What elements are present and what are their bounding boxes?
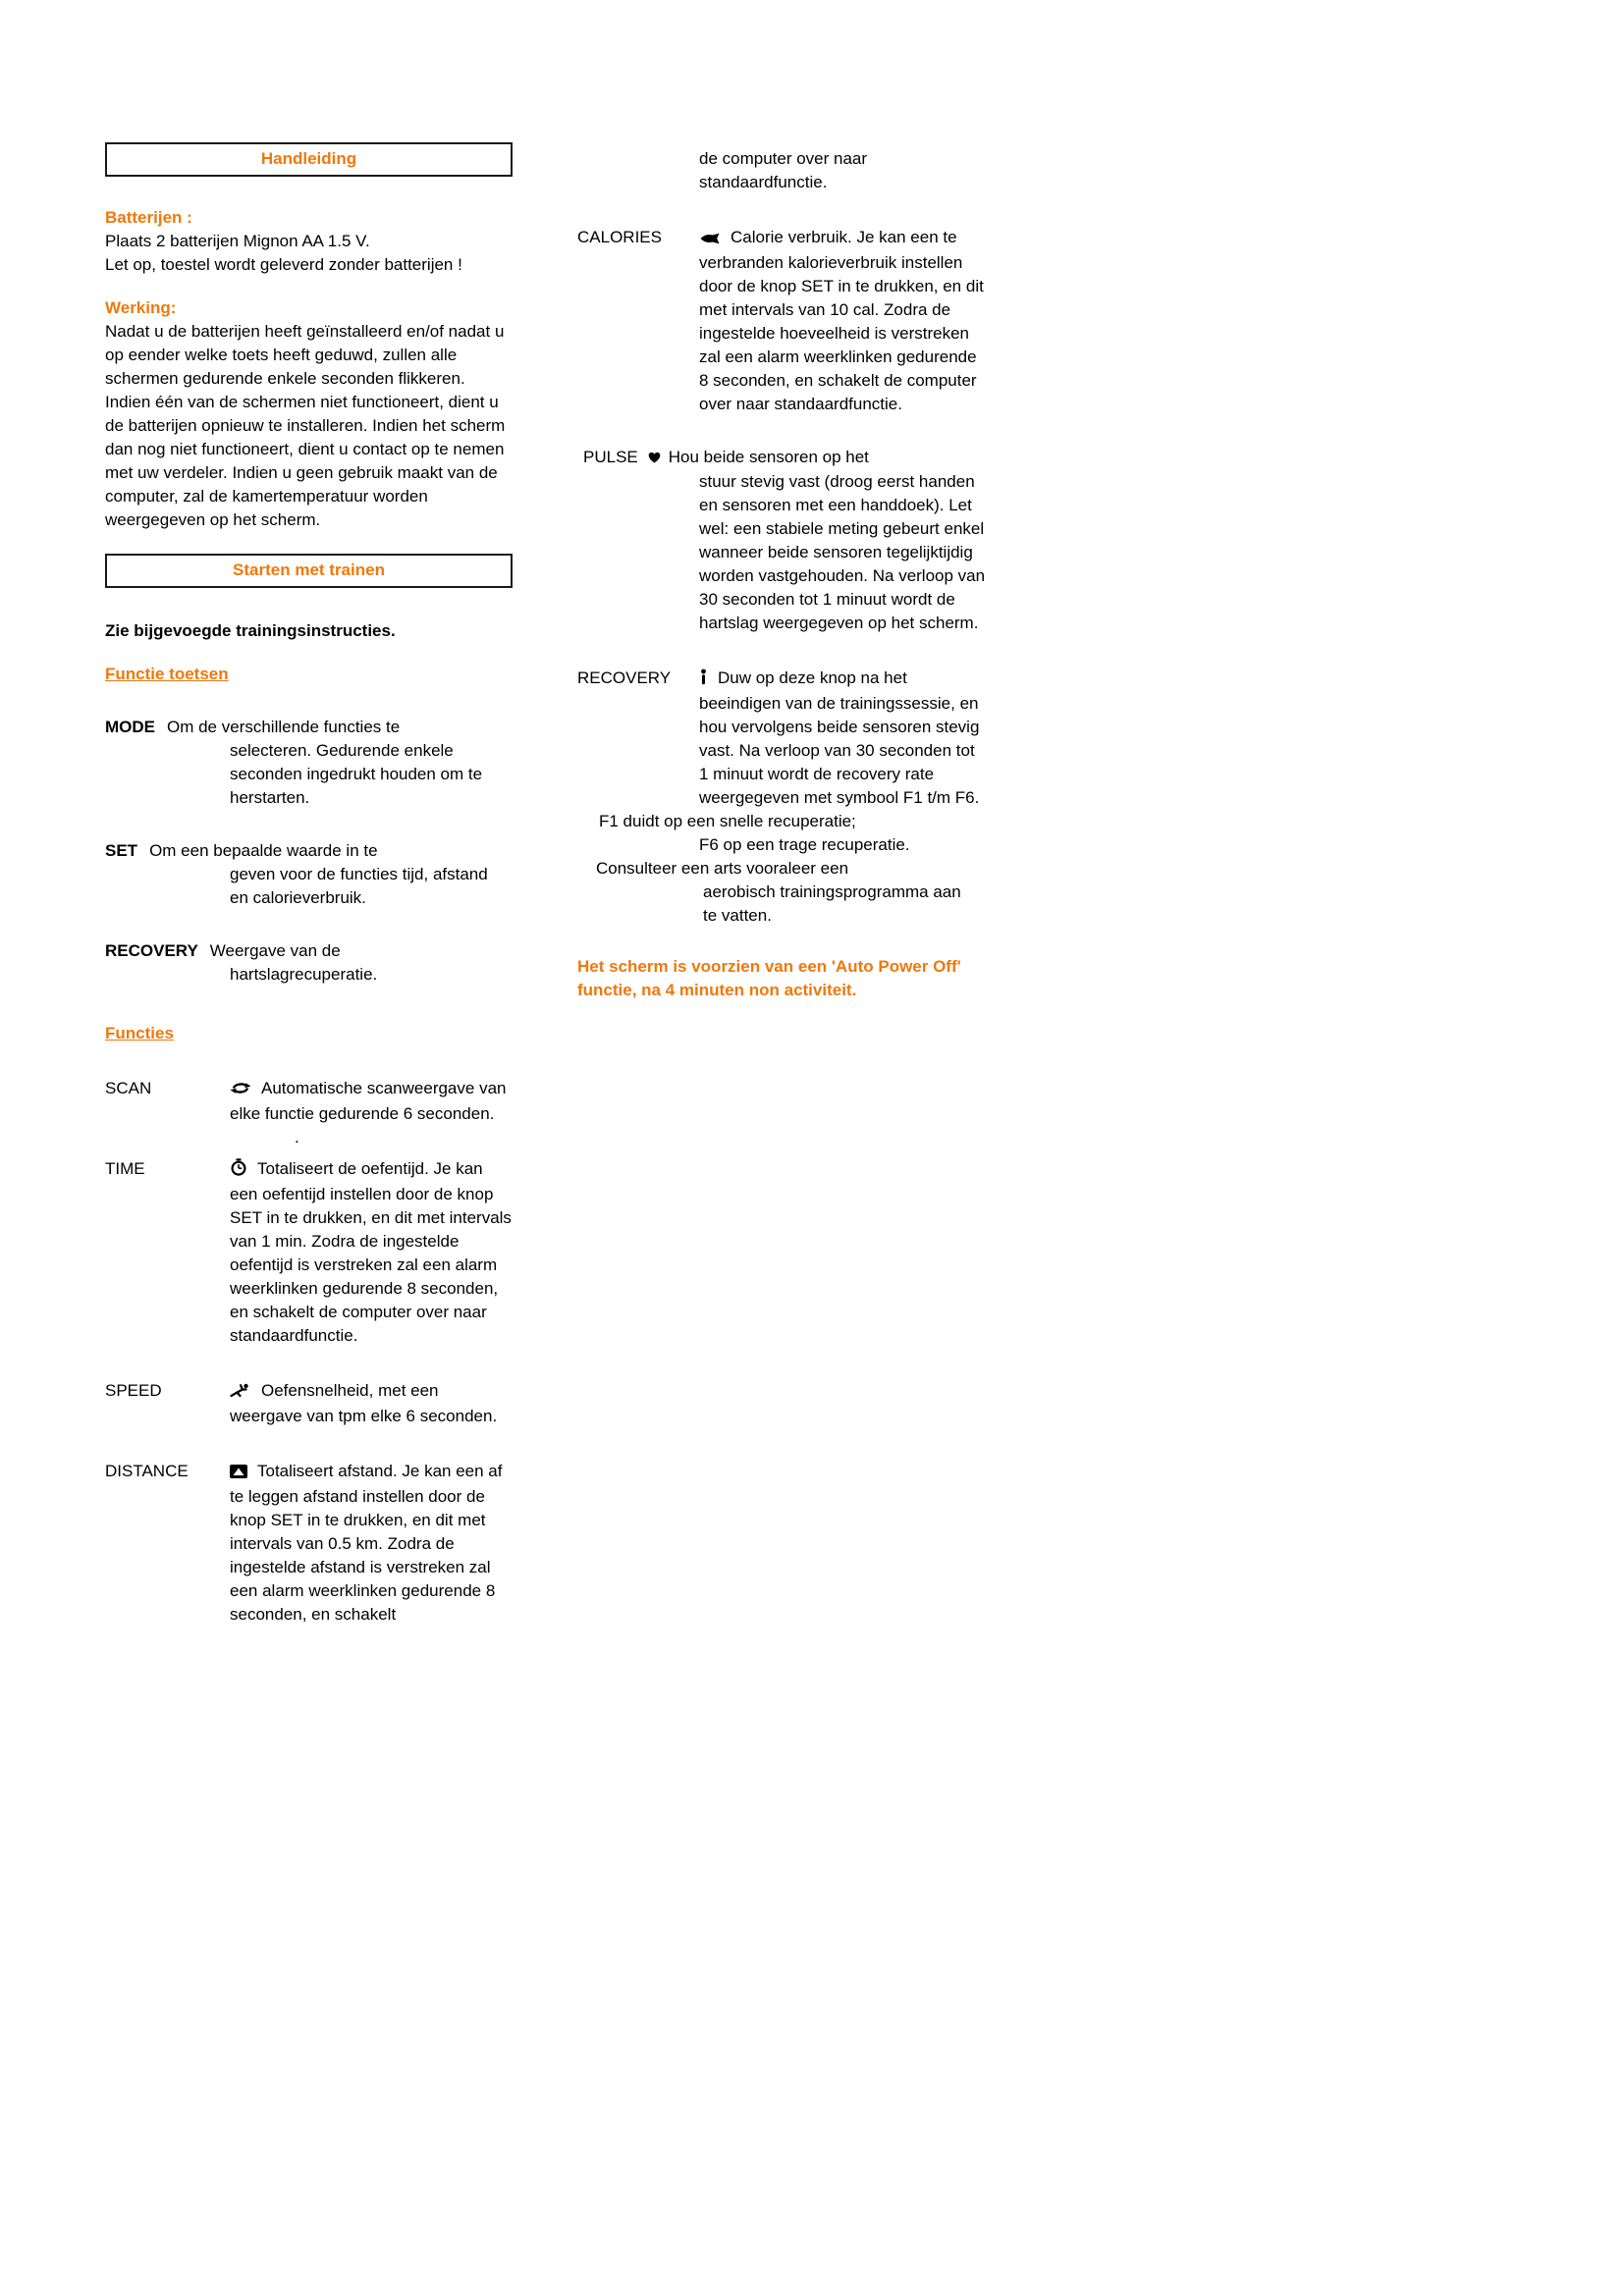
key-entry-recovery — [105, 939, 513, 987]
key-text-rest: selecteren. Gedurende enkele seconden ingedrukt houden om te herstarten. — [230, 741, 483, 807]
recovery-note-line: Consulteer een arts vooraleer een — [596, 859, 849, 878]
function-text-time: Totaliseert de oefentijd. Je kan een oefentijd instellen door de knop SET in te drukken, en dit met intervals van 1 min. Zodra de ingestelde oefentijd is verstreken zal een alarm weerklinken gedurende 8 seconden, en schakelt de computer over naar standaardfunctie. — [230, 1159, 512, 1345]
recovery-note-line: aerobisch trainingsprogramma aan — [703, 882, 961, 901]
werking-paragraph: Nadat u de batterijen heeft geïnstalleerd en/of nadat u op eender welke toets heeft geduwd, zullen alle schermen gedurende enkele seconden flikkeren. Indien één van de schermen niet functioneert, dient u de batterijen opnieuw te installeren. Indien het scherm dan nog niet functioneert, dient u contact op te nemen met uw verdeler. Indien u geen gebruik maakt van de computer, zal de kamertemperatuur worden weergegeven op het scherm. — [105, 322, 506, 529]
runner-icon — [230, 1381, 251, 1405]
stopwatch-icon — [230, 1158, 247, 1183]
function-entry-time — [105, 1157, 513, 1348]
functie-toetsen-heading: Functie toetsen — [105, 665, 229, 683]
distance-continued-paragraph: de computer over naar standaardfunctie. — [699, 149, 868, 191]
function-text-scan: Automatische scanweergave van elke functie gedurende 6 seconden. — [230, 1079, 507, 1123]
key-label-mode: MODE — [105, 718, 155, 736]
key-label-set: SET — [105, 841, 138, 860]
starten-title-box — [105, 554, 513, 588]
recovery-notes — [577, 810, 985, 928]
key-text-first: Om de verschillende functies te — [167, 718, 401, 736]
function-label-pulse: PULSE — [583, 448, 638, 466]
key-entry-mode — [105, 716, 513, 810]
functies-heading: Functies — [105, 1024, 174, 1042]
training-note: Zie bijgevoegde trainingsinstructies. — [105, 621, 396, 640]
handleiding-title-box — [105, 142, 513, 177]
key-entry-set — [105, 839, 513, 910]
recovery-note-line: F1 duidt op een snelle recuperatie; — [599, 812, 856, 830]
function-entry-speed — [105, 1379, 513, 1428]
function-entry-scan — [105, 1077, 513, 1149]
key-label-recovery: RECOVERY — [105, 941, 198, 960]
heart-icon — [648, 447, 661, 470]
function-text-recovery: Duw op deze knop na het beeindigen van de trainingssessie, en hou vervolgens beide sensoren stevig vast. Na verloop van 30 seconden tot 1 minuut wordt de recovery rate weergegeven met symbool F1 t/m F6. — [699, 668, 980, 807]
right-column — [577, 147, 985, 1002]
batterijen-line-2: Let op, toestel wordt geleverd zonder batterijen ! — [105, 255, 462, 274]
starten-title: Starten met trainen — [233, 561, 385, 579]
recovery-note-line: F6 op een trage recuperatie. — [699, 835, 910, 854]
werking-heading: Werking: — [105, 298, 177, 317]
left-column — [105, 142, 513, 1627]
recovery-icon — [699, 668, 708, 692]
auto-power-off-note: Het scherm is voorzien van een 'Auto Power Off' functie, na 4 minuten non activiteit. — [577, 957, 961, 999]
key-text-rest: geven voor de functies tijd, afstand en calorieverbruik. — [230, 865, 488, 907]
function-text-speed: Oefensnelheid, met een weergave van tpm elke 6 seconden. — [230, 1381, 498, 1425]
function-label-distance: DISTANCE — [105, 1462, 189, 1480]
function-entry-calories — [577, 226, 985, 416]
distance-icon — [230, 1462, 247, 1485]
pulse-text-rest: stuur stevig vast (droog eerst handen en sensoren met een handdoek). Let wel: een stabiele meting gebeurt enkel wanneer beide sensoren tegelijktijdig worden vastgehouden. Na verloop van 30 seconden tot 1 minuut wordt de hartslag weergegeven op het scherm. — [699, 472, 986, 632]
function-entry-distance — [105, 1460, 513, 1627]
function-label-speed: SPEED — [105, 1381, 162, 1400]
recovery-note-line: te vatten. — [703, 906, 772, 925]
key-text-first: Weergave van de — [209, 941, 341, 960]
batterijen-line-1: Plaats 2 batterijen Mignon AA 1.5 V. — [105, 232, 370, 250]
batterijen-heading: Batterijen : — [105, 208, 192, 227]
function-entry-pulse — [577, 446, 985, 635]
function-label-recovery: RECOVERY — [577, 668, 672, 687]
function-entry-recovery — [577, 667, 985, 810]
key-text-first: Om een bepaalde waarde in te — [149, 841, 378, 860]
page-title: Handleiding — [260, 149, 357, 168]
function-text-calories: Calorie verbruik. Je kan een te verbranden kalorieverbruik instellen door de knop SET in te drukken, en dit met intervals van 10 cal. Zodra de ingestelde hoeveelheid is verstreken zal een alarm weerklinken gedurende 8 seconden, en schakelt de computer over naar standaardfunctie. — [699, 228, 984, 413]
function-label-scan: SCAN — [105, 1079, 152, 1097]
function-label-time: TIME — [105, 1159, 145, 1178]
scan-icon — [230, 1079, 251, 1102]
calories-icon — [699, 228, 721, 251]
key-text-rest: hartslagrecuperatie. — [230, 965, 378, 984]
function-text-distance: Totaliseert afstand. Je kan een af te leggen afstand instellen door de knop SET in te drukken, en dit met intervals van 0.5 km. Zodra de ingestelde afstand is verstreken zal een alarm weerklinken gedurende 8 seconden, en schakelt — [230, 1462, 503, 1624]
function-label-calories: CALORIES — [577, 228, 662, 246]
scan-dot: . — [295, 1128, 299, 1147]
pulse-text-first: Hou beide sensoren op het — [668, 448, 869, 466]
